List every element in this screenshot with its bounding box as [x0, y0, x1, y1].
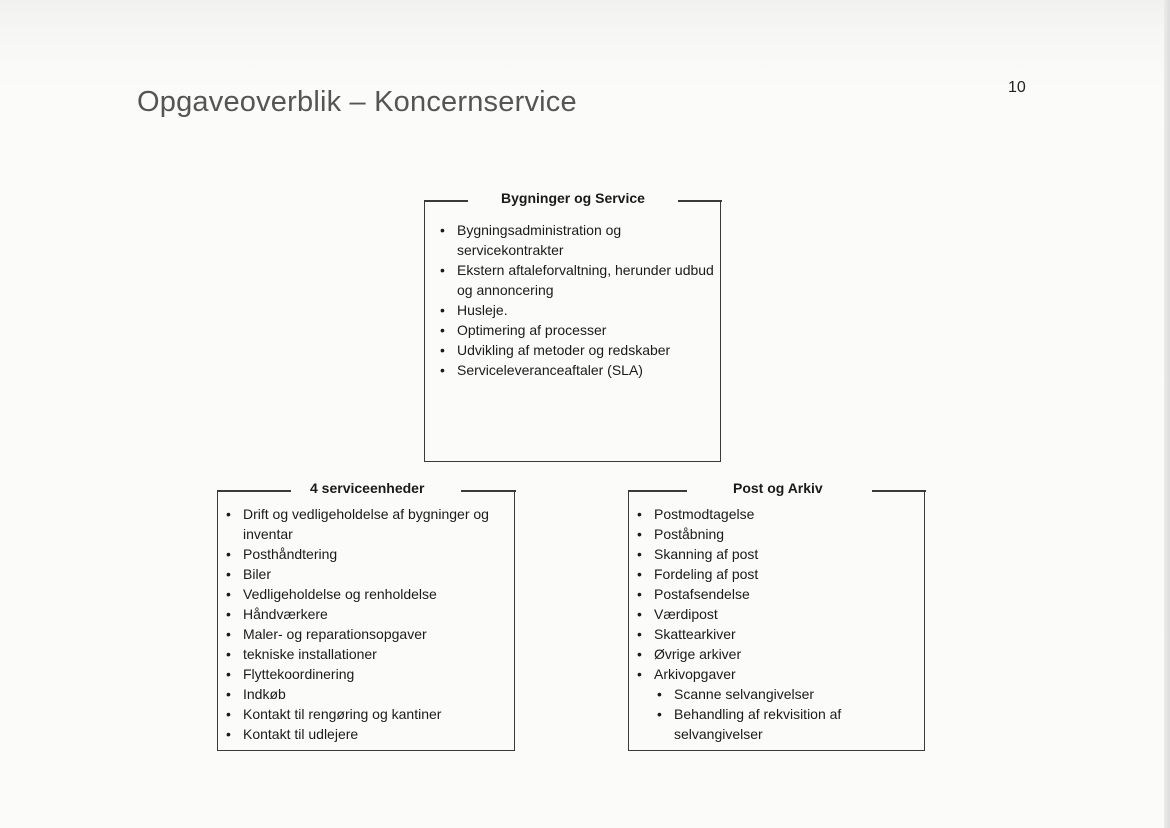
list-item: • Husleje. [435, 300, 715, 320]
box-top-border [872, 490, 926, 492]
list-item: • Posthåndtering [221, 544, 511, 564]
sub-list-item: • Behandling af rekvisition af selvangivelser [632, 704, 922, 744]
task-list [632, 504, 922, 744]
sub-list-item: • Scanne selvangivelser [632, 684, 922, 704]
list-item: • Bygningsadministration og servicekontrakter [435, 220, 715, 260]
list-item: • Skanning af post [632, 544, 922, 564]
task-list [435, 220, 715, 380]
box-post-og-arkiv [628, 480, 925, 751]
list-item: • Optimering af processer [435, 320, 715, 340]
list-item: • Biler [221, 564, 511, 584]
list-item: • Øvrige arkiver [632, 644, 922, 664]
list-item: • tekniske installationer [221, 644, 511, 664]
list-item: • Fordeling af post [632, 564, 922, 584]
list-item: • Værdipost [632, 604, 922, 624]
task-list [221, 504, 511, 744]
list-item: • Flyttekoordinering [221, 664, 511, 684]
list-item: • Vedligeholdelse og renholdelse [221, 584, 511, 604]
list-item: • Serviceleveranceaftaler (SLA) [435, 360, 715, 380]
list-item: • Skattearkiver [632, 624, 922, 644]
page-number: 10 [1008, 79, 1026, 96]
box-top-border [424, 200, 468, 202]
box-heading: 4 serviceenheder [310, 480, 425, 496]
list-item: • Poståbning [632, 524, 922, 544]
box-top-border [217, 490, 291, 492]
list-item: • Håndværkere [221, 604, 511, 624]
list-item: • Indkøb [221, 684, 511, 704]
box-top-border [461, 490, 516, 492]
list-item: • Arkivopgaver [632, 664, 922, 684]
list-item: • Ekstern aftaleforvaltning, herunder udbud og annoncering [435, 260, 715, 300]
list-item: • Maler- og reparationsopgaver [221, 624, 511, 644]
list-item: • Kontakt til rengøring og kantiner [221, 704, 511, 724]
box-heading: Post og Arkiv [733, 480, 823, 496]
list-item: • Postafsendelse [632, 584, 922, 604]
box-4-serviceenheder [217, 480, 515, 751]
list-item: • Kontakt til udlejere [221, 724, 511, 744]
scan-edge [1164, 0, 1170, 828]
box-top-border [628, 490, 687, 492]
list-item: • Udvikling af metoder og redskaber [435, 340, 715, 360]
box-bygninger-og-service [424, 190, 721, 462]
page-title: Opgaveoverblik – Koncernservice [137, 86, 577, 118]
box-heading: Bygninger og Service [501, 190, 645, 206]
list-item: • Postmodtagelse [632, 504, 922, 524]
list-item: • Drift og vedligeholdelse af bygninger og inventar [221, 504, 511, 544]
box-top-border [678, 200, 722, 202]
